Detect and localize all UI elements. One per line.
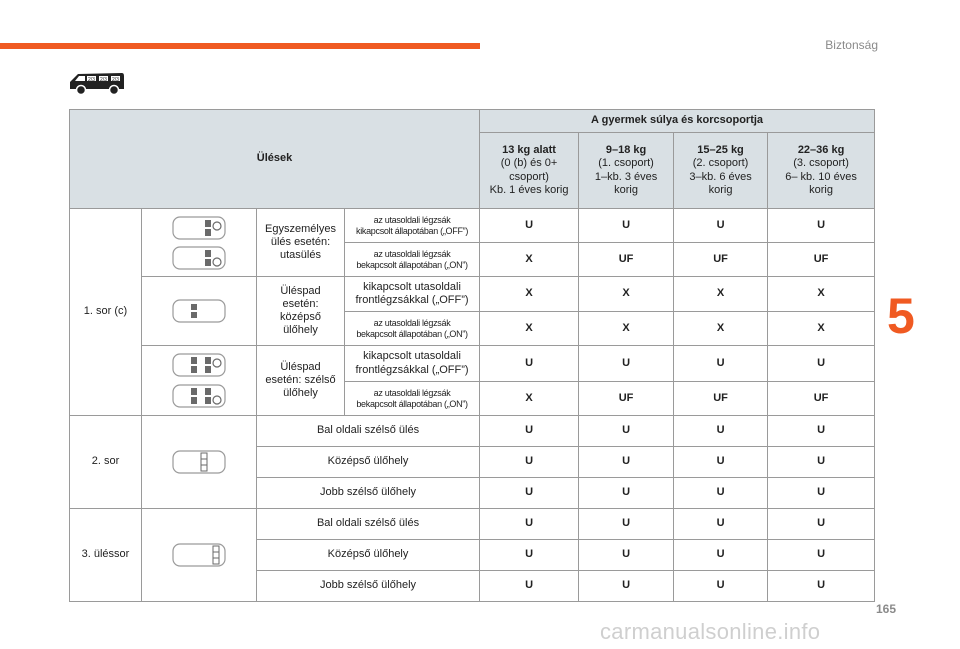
svg-text:2/3: 2/3 [88, 77, 95, 83]
condition-on: az utasoldali légzsák bekapcsolt állapotában („ON”) [345, 243, 480, 277]
watermark: carmanualsonline.info [600, 619, 821, 644]
cell-value: U [480, 571, 579, 602]
seat-position: Bal oldali szélső ülés [257, 416, 480, 447]
row-label: 1. sor (c) [70, 209, 142, 416]
section-title: Biztonság [825, 38, 878, 52]
cell-value: U [674, 540, 768, 571]
cell-value: U [480, 416, 579, 447]
child-seat-table [69, 109, 875, 602]
cell-value: U [674, 447, 768, 478]
cell-value: UF [579, 243, 674, 277]
cell-value: U [579, 346, 674, 382]
front-airbag-off: kikapcsolt utasoldali frontlégzsákkal („OFF”) [345, 346, 480, 382]
cell-value: U [768, 209, 875, 243]
cell-value: UF [768, 243, 875, 277]
second-row-seat-icon [142, 416, 257, 509]
cell-value: X [480, 382, 579, 416]
cell-value: X [579, 277, 674, 312]
bench-middle-seat-icon [142, 277, 257, 346]
cell-value: U [674, 571, 768, 602]
cell-value: U [480, 447, 579, 478]
cell-value: U [480, 478, 579, 509]
cell-value: U [768, 416, 875, 447]
cell-value: X [768, 277, 875, 312]
table-row [70, 416, 875, 447]
group-header: 13 kg alatt (0 (b) és 0+ csoport) Kb. 1 éves korig [480, 133, 579, 209]
cell-value: X [674, 312, 768, 346]
cell-value: U [579, 571, 674, 602]
condition-on: az utasoldali légzsák bekapcsolt állapotában („ON”) [345, 382, 480, 416]
seat-position: Középső ülőhely [257, 447, 480, 478]
header-accent-bar [0, 43, 480, 49]
cell-value: U [579, 478, 674, 509]
group-header: 22–36 kg (3. csoport) 6– kb. 10 éves korig [768, 133, 875, 209]
cell-value: U [480, 540, 579, 571]
cell-value: X [480, 312, 579, 346]
cell-value: X [674, 277, 768, 312]
bench-side-seat-icon [142, 346, 257, 416]
cell-value: U [579, 447, 674, 478]
cell-value: U [480, 509, 579, 540]
seat-position: Jobb szélső ülőhely [257, 478, 480, 509]
cell-value: U [579, 540, 674, 571]
cell-value: U [768, 346, 875, 382]
bench-middle-label: Üléspad esetén: középső ülőhely [257, 277, 345, 346]
seats-header: Ülések [70, 110, 480, 209]
cell-value: U [768, 509, 875, 540]
seat-position: Bal oldali szélső ülés [257, 509, 480, 540]
cell-value: UF [768, 382, 875, 416]
cell-value: U [768, 447, 875, 478]
seat-position: Középső ülőhely [257, 540, 480, 571]
cell-value: X [480, 243, 579, 277]
cell-value: X [579, 312, 674, 346]
condition-on: az utasoldali légzsák bekapcsolt állapotában („ON”) [345, 312, 480, 346]
cell-value: U [768, 478, 875, 509]
cell-value: U [579, 416, 674, 447]
page-number: 165 [875, 602, 896, 616]
cell-value: U [768, 540, 875, 571]
row-label: 3. üléssor [70, 509, 142, 602]
group-header: 9–18 kg (1. csoport) 1–kb. 3 éves korig [579, 133, 674, 209]
row-label: 2. sor [70, 416, 142, 509]
third-row-seat-icon [142, 509, 257, 602]
table-row [70, 509, 875, 540]
table-row [70, 277, 875, 312]
chapter-number: 5 [887, 288, 915, 344]
single-seat-label: Egyszemélyes ülés esetén: utasülés [257, 209, 345, 277]
cell-value: U [674, 209, 768, 243]
cell-value: UF [579, 382, 674, 416]
single-seat-icon [142, 209, 257, 277]
table-row [70, 209, 875, 243]
seat-position: Jobb szélső ülőhely [257, 571, 480, 602]
bench-side-label: Üléspad esetén: szélső ülőhely [257, 346, 345, 416]
cell-value: UF [674, 243, 768, 277]
cell-value: U [579, 509, 674, 540]
svg-text:2/3: 2/3 [112, 77, 119, 83]
cell-value: UF [674, 382, 768, 416]
van-icon [68, 70, 126, 96]
cell-value: U [768, 571, 875, 602]
cell-value: X [480, 277, 579, 312]
svg-text:2/3: 2/3 [100, 77, 107, 83]
cell-value: U [674, 478, 768, 509]
front-airbag-off: kikapcsolt utasoldali frontlégzsákkal („OFF”) [345, 277, 480, 312]
weight-header: A gyermek súlya és korcsoportja [480, 110, 875, 133]
condition-off: az utasoldali légzsák kikapcsolt állapotában („OFF”) [345, 209, 480, 243]
cell-value: U [674, 509, 768, 540]
cell-value: U [480, 346, 579, 382]
cell-value: X [768, 312, 875, 346]
cell-value: U [674, 416, 768, 447]
cell-value: U [480, 209, 579, 243]
cell-value: U [674, 346, 768, 382]
table-row [70, 346, 875, 382]
group-header: 15–25 kg (2. csoport) 3–kb. 6 éves korig [674, 133, 768, 209]
cell-value: U [579, 209, 674, 243]
